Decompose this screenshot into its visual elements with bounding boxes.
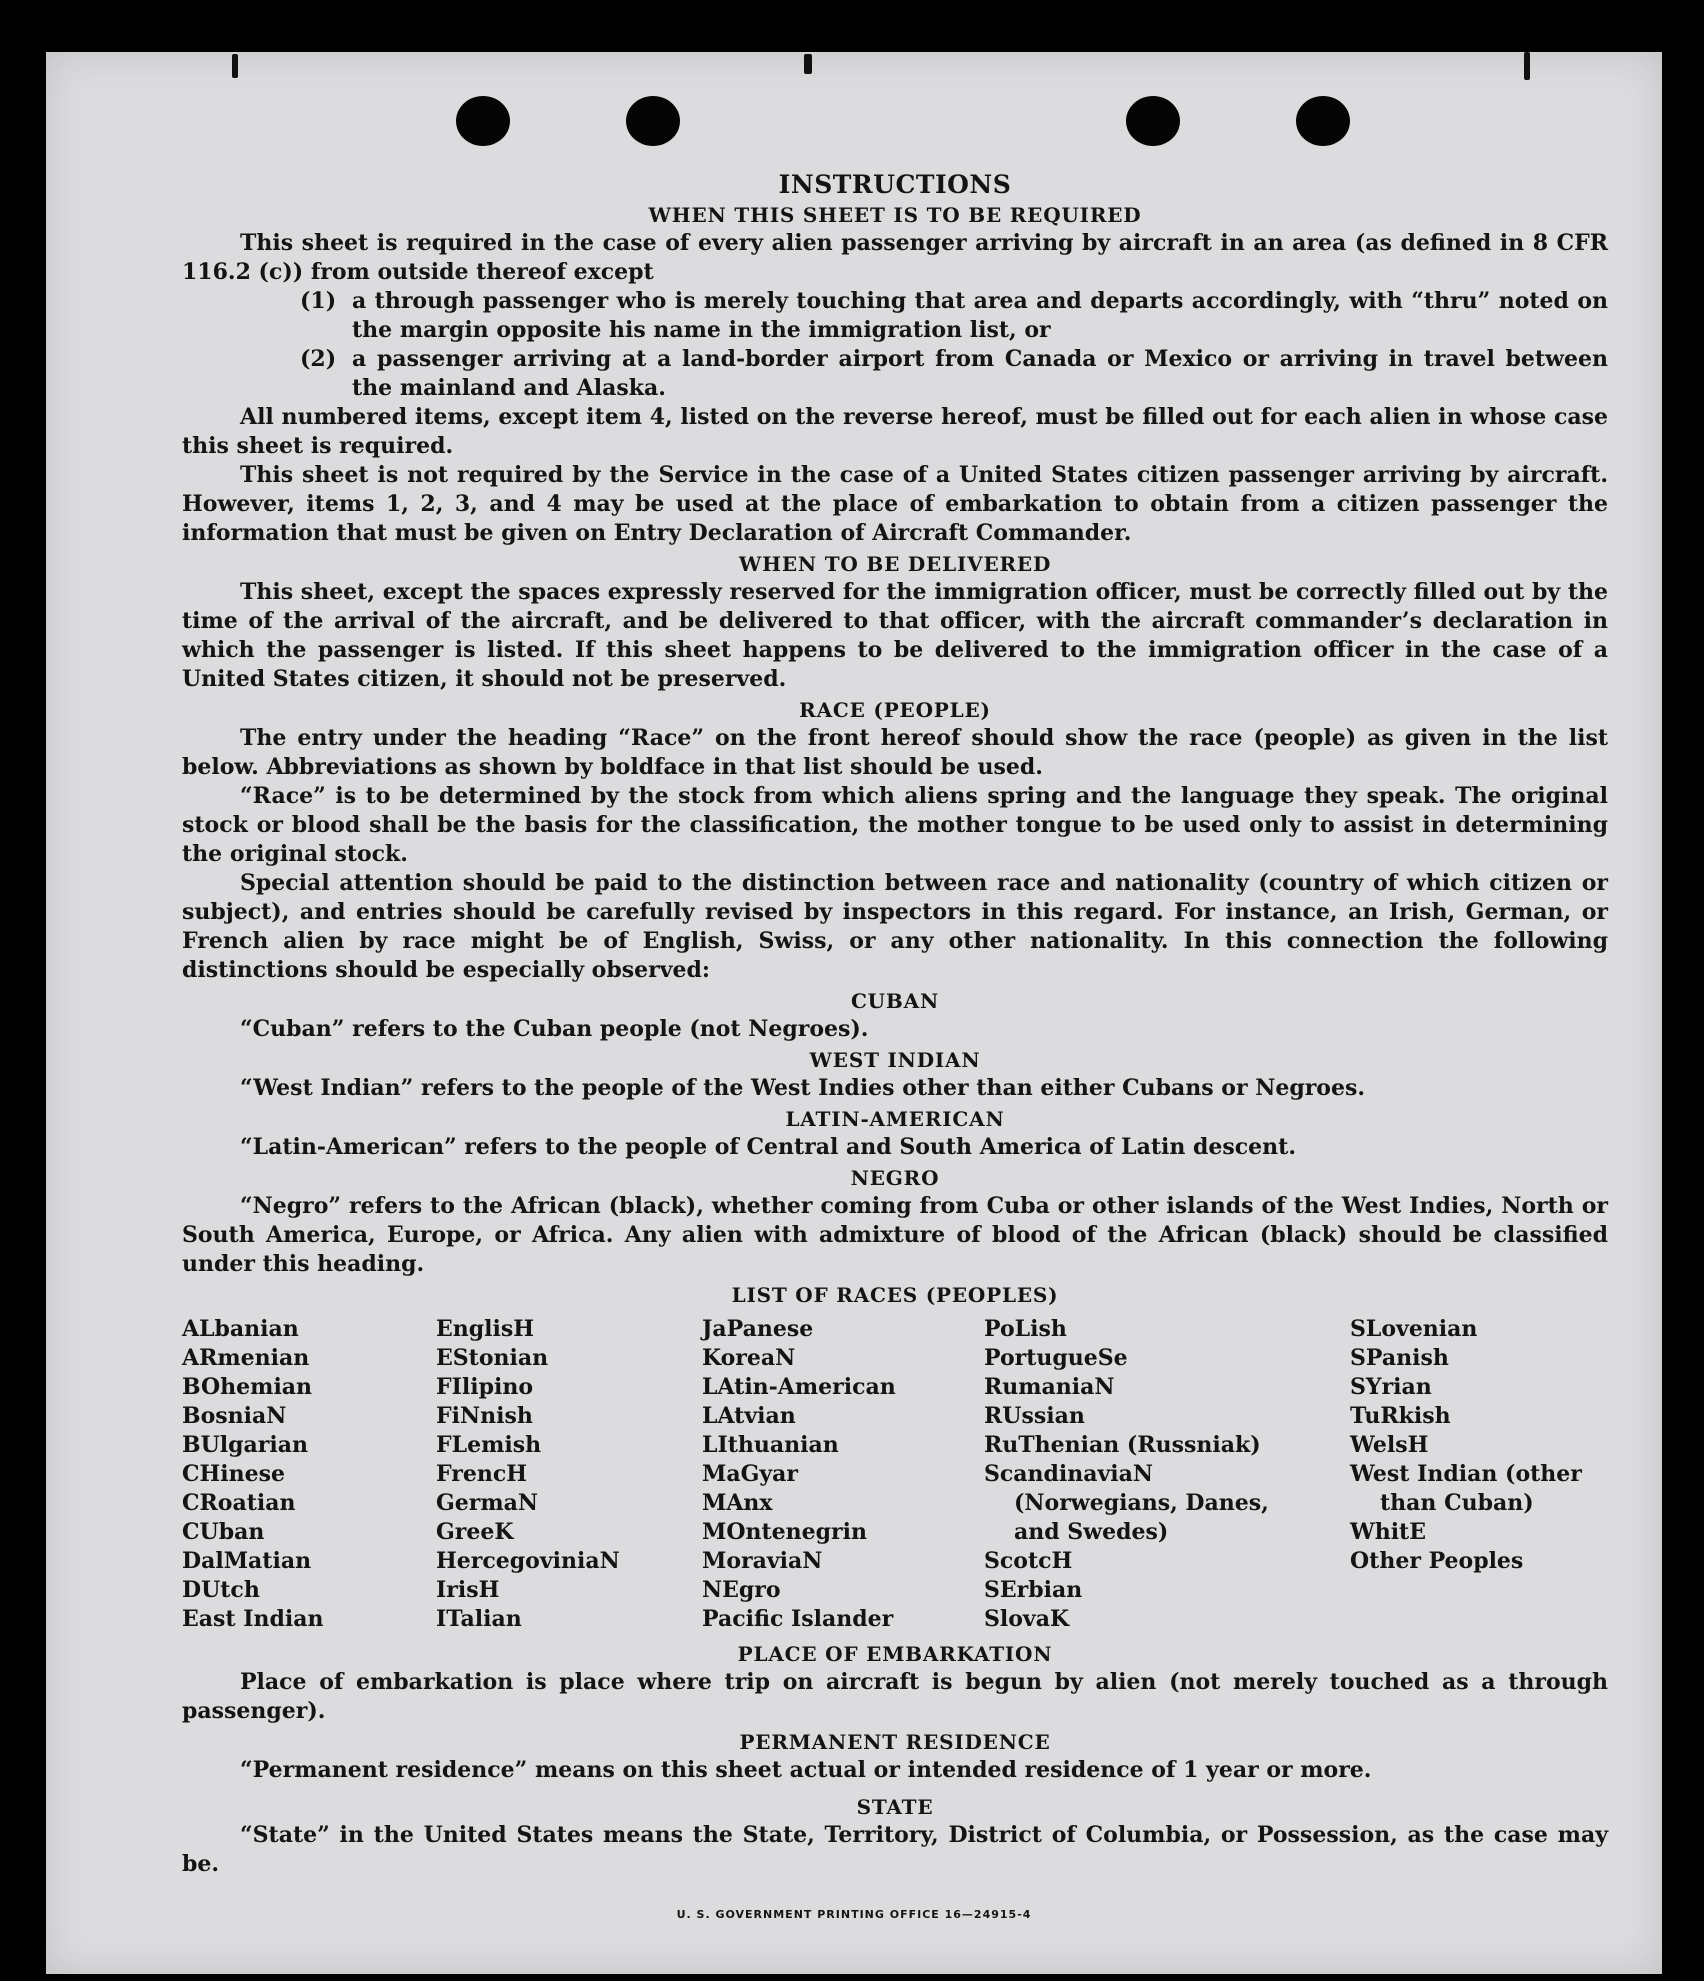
race-entry: Other Peoples: [1350, 1548, 1524, 1574]
section-heading: NEGRO: [850, 1166, 940, 1190]
race-entry: SYrian: [1350, 1374, 1432, 1400]
section-heading: CUBAN: [850, 989, 940, 1013]
race-entry: IrisH: [436, 1577, 500, 1603]
punch-hole: [1126, 96, 1180, 146]
item-text: a passenger arriving at a land-border airport from Canada or Mexico or arriving in travel between the mainland and Alaska.: [352, 346, 1608, 401]
race-entry: DalMatian: [182, 1548, 312, 1574]
section-heading: WHEN THIS SHEET IS TO BE REQUIRED: [648, 203, 1142, 227]
section-heading: PLACE OF EMBARKATION: [737, 1642, 1053, 1666]
race-entry: RumaniaN: [984, 1374, 1115, 1400]
paragraph: “Permanent residence” means on this sheet actual or intended residence of 1 year or more.: [240, 1757, 1372, 1783]
race-entry: SErbian: [984, 1577, 1083, 1603]
paragraph: “West Indian” refers to the people of the West Indies other than either Cubans or Negroes.: [240, 1075, 1366, 1101]
section-heading: RACE (PEOPLE): [799, 698, 991, 722]
race-entry: BosniaN: [182, 1403, 287, 1429]
section-heading: WHEN TO BE DELIVERED: [738, 552, 1052, 576]
race-entry: BUlgarian: [182, 1432, 308, 1458]
race-entry: JaPanese: [702, 1316, 814, 1342]
race-column: [702, 1315, 984, 1634]
section-heading: WEST INDIAN: [809, 1048, 981, 1072]
document-sheet: [46, 52, 1662, 1974]
race-entry: LIthuanian: [702, 1432, 839, 1458]
race-entry: KoreaN: [702, 1345, 796, 1371]
race-entry: FLemish: [436, 1432, 542, 1458]
race-column: [436, 1315, 702, 1634]
race-column: [182, 1315, 436, 1634]
race-entry: MOntenegrin: [702, 1519, 867, 1545]
race-entry: ScandinaviaN (Norwegians, Danes, and Swedes): [984, 1461, 1269, 1545]
punch-hole: [626, 96, 680, 146]
race-entry: NEgro: [702, 1577, 781, 1603]
race-entry: RUssian: [984, 1403, 1085, 1429]
punch-hole: [1296, 96, 1350, 146]
race-entry: WhitE: [1350, 1519, 1426, 1545]
race-entry: FiNnish: [436, 1403, 533, 1429]
race-column: [984, 1315, 1274, 1634]
race-entry: EStonian: [436, 1345, 549, 1371]
race-entry: CUban: [182, 1519, 265, 1545]
list-item: [300, 287, 1608, 345]
paragraph: “Negro” refers to the African (black), whether coming from Cuba or other islands of the West Indies, North or South America, Europe, or Africa. Any alien with admixture of blood of the African (black) should be classified under this heading.: [182, 1193, 1608, 1277]
punch-hole: [456, 96, 510, 146]
race-entry: MAnx: [702, 1490, 773, 1516]
section-heading: LIST OF RACES (PEOPLES): [731, 1283, 1059, 1307]
page-title: INSTRUCTIONS: [778, 170, 1012, 199]
race-entry: GreeK: [436, 1519, 514, 1545]
race-entry: SLovenian: [1350, 1316, 1478, 1342]
staple-mark: [804, 54, 812, 74]
race-entry: TuRkish: [1350, 1403, 1451, 1429]
paragraph: The entry under the heading “Race” on the front hereof should show the race (people) as given in the list below. Abbreviations as shown by boldface in that list should be used.: [182, 725, 1608, 780]
list-item: [300, 345, 1608, 403]
race-entry: WelsH: [1350, 1432, 1429, 1458]
item-text: a through passenger who is merely touching that area and departs accordingly, with “thru” noted on the margin opposite his name in the immigration list, or: [352, 288, 1608, 343]
instructions-content: [182, 164, 1608, 1879]
section-heading: PERMANENT RESIDENCE: [739, 1730, 1051, 1754]
race-entry: ARmenian: [182, 1345, 310, 1371]
paragraph: Special attention should be paid to the distinction between race and nationality (country of which citizen or subject), and entries should be carefully revised by inspectors in this regard. For instance, an Irish, German, or French alien by race might be of English, Swiss, or any other nationality. In this connection the following distinctions should be especially observed:: [182, 870, 1608, 983]
race-entry: ITalian: [436, 1606, 522, 1632]
staple-mark: [1524, 52, 1530, 80]
paragraph: “Race” is to be determined by the stock from which aliens spring and the language they speak. The original stock or blood shall be the basis for the classification, the mother tongue to be used only to assist in determining the original stock.: [182, 783, 1608, 867]
printer-imprint: U. S. GOVERNMENT PRINTING OFFICE 16—24915-4: [676, 1908, 1032, 1921]
race-entry: ScotcH: [984, 1548, 1073, 1574]
race-entry: Pacific Islander: [702, 1606, 894, 1632]
race-entry: West Indian (other than Cuban): [1350, 1461, 1582, 1516]
item-number: (2): [300, 346, 337, 372]
race-entry: HercegoviniaN: [436, 1548, 620, 1574]
race-entry: LAtvian: [702, 1403, 796, 1429]
race-entry: BOhemian: [182, 1374, 313, 1400]
race-entry: ALbanian: [182, 1316, 299, 1342]
race-column: [1350, 1315, 1608, 1634]
paragraph: All numbered items, except item 4, listed on the reverse hereof, must be filled out for each alien in whose case this sheet is required.: [182, 404, 1608, 459]
race-entry: DUtch: [182, 1577, 260, 1603]
item-number: (1): [300, 288, 337, 314]
paragraph: This sheet is required in the case of every alien passenger arriving by aircraft in an area (as defined in 8 CFR 116.2 (c)) from outside thereof except: [182, 230, 1608, 285]
staple-mark: [232, 54, 238, 78]
paragraph: “Latin-American” refers to the people of Central and South America of Latin descent.: [240, 1134, 1296, 1160]
race-entry: FIlipino: [436, 1374, 534, 1400]
paragraph: Place of embarkation is place where trip on aircraft is begun by alien (not merely touched as a through passenger).: [182, 1669, 1608, 1724]
paragraph: This sheet, except the spaces expressly reserved for the immigration officer, must be correctly filled out by the time of the arrival of the aircraft, and be delivered to that officer, with the aircraft commander’s declaration in which the passenger is listed. If this sheet happens to be delivered to the immigration officer in the case of a United States citizen, it should not be preserved.: [182, 579, 1608, 692]
section-heading: STATE: [856, 1795, 934, 1819]
race-entry: FrencH: [436, 1461, 527, 1487]
race-entry: East Indian: [182, 1606, 324, 1632]
race-entry: SlovaK: [984, 1606, 1070, 1632]
race-entry: CRoatian: [182, 1490, 296, 1516]
section-heading: LATIN-AMERICAN: [785, 1107, 1005, 1131]
paragraph: “Cuban” refers to the Cuban people (not Negroes).: [240, 1016, 869, 1042]
race-entry: MaGyar: [702, 1461, 799, 1487]
race-entry: EnglisH: [436, 1316, 535, 1342]
paragraph: “State” in the United States means the State, Territory, District of Columbia, or Possession, as the case may be.: [182, 1822, 1608, 1877]
paragraph: This sheet is not required by the Service in the case of a United States citizen passenger arriving by aircraft. However, items 1, 2, 3, and 4 may be used at the place of embarkation to obtain from a citizen passenger the information that must be given on Entry Declaration of Aircraft Commander.: [182, 462, 1608, 546]
race-entry: CHinese: [182, 1461, 286, 1487]
race-entry: SPanish: [1350, 1345, 1449, 1371]
race-entry: PortugueSe: [984, 1345, 1128, 1371]
race-entry: LAtin-American: [702, 1374, 896, 1400]
race-entry: RuThenian (Russniak): [984, 1432, 1261, 1458]
race-list: [182, 1315, 1608, 1634]
race-entry: PoLish: [984, 1316, 1067, 1342]
race-entry: MoraviaN: [702, 1548, 823, 1574]
race-entry: GermaN: [436, 1490, 539, 1516]
